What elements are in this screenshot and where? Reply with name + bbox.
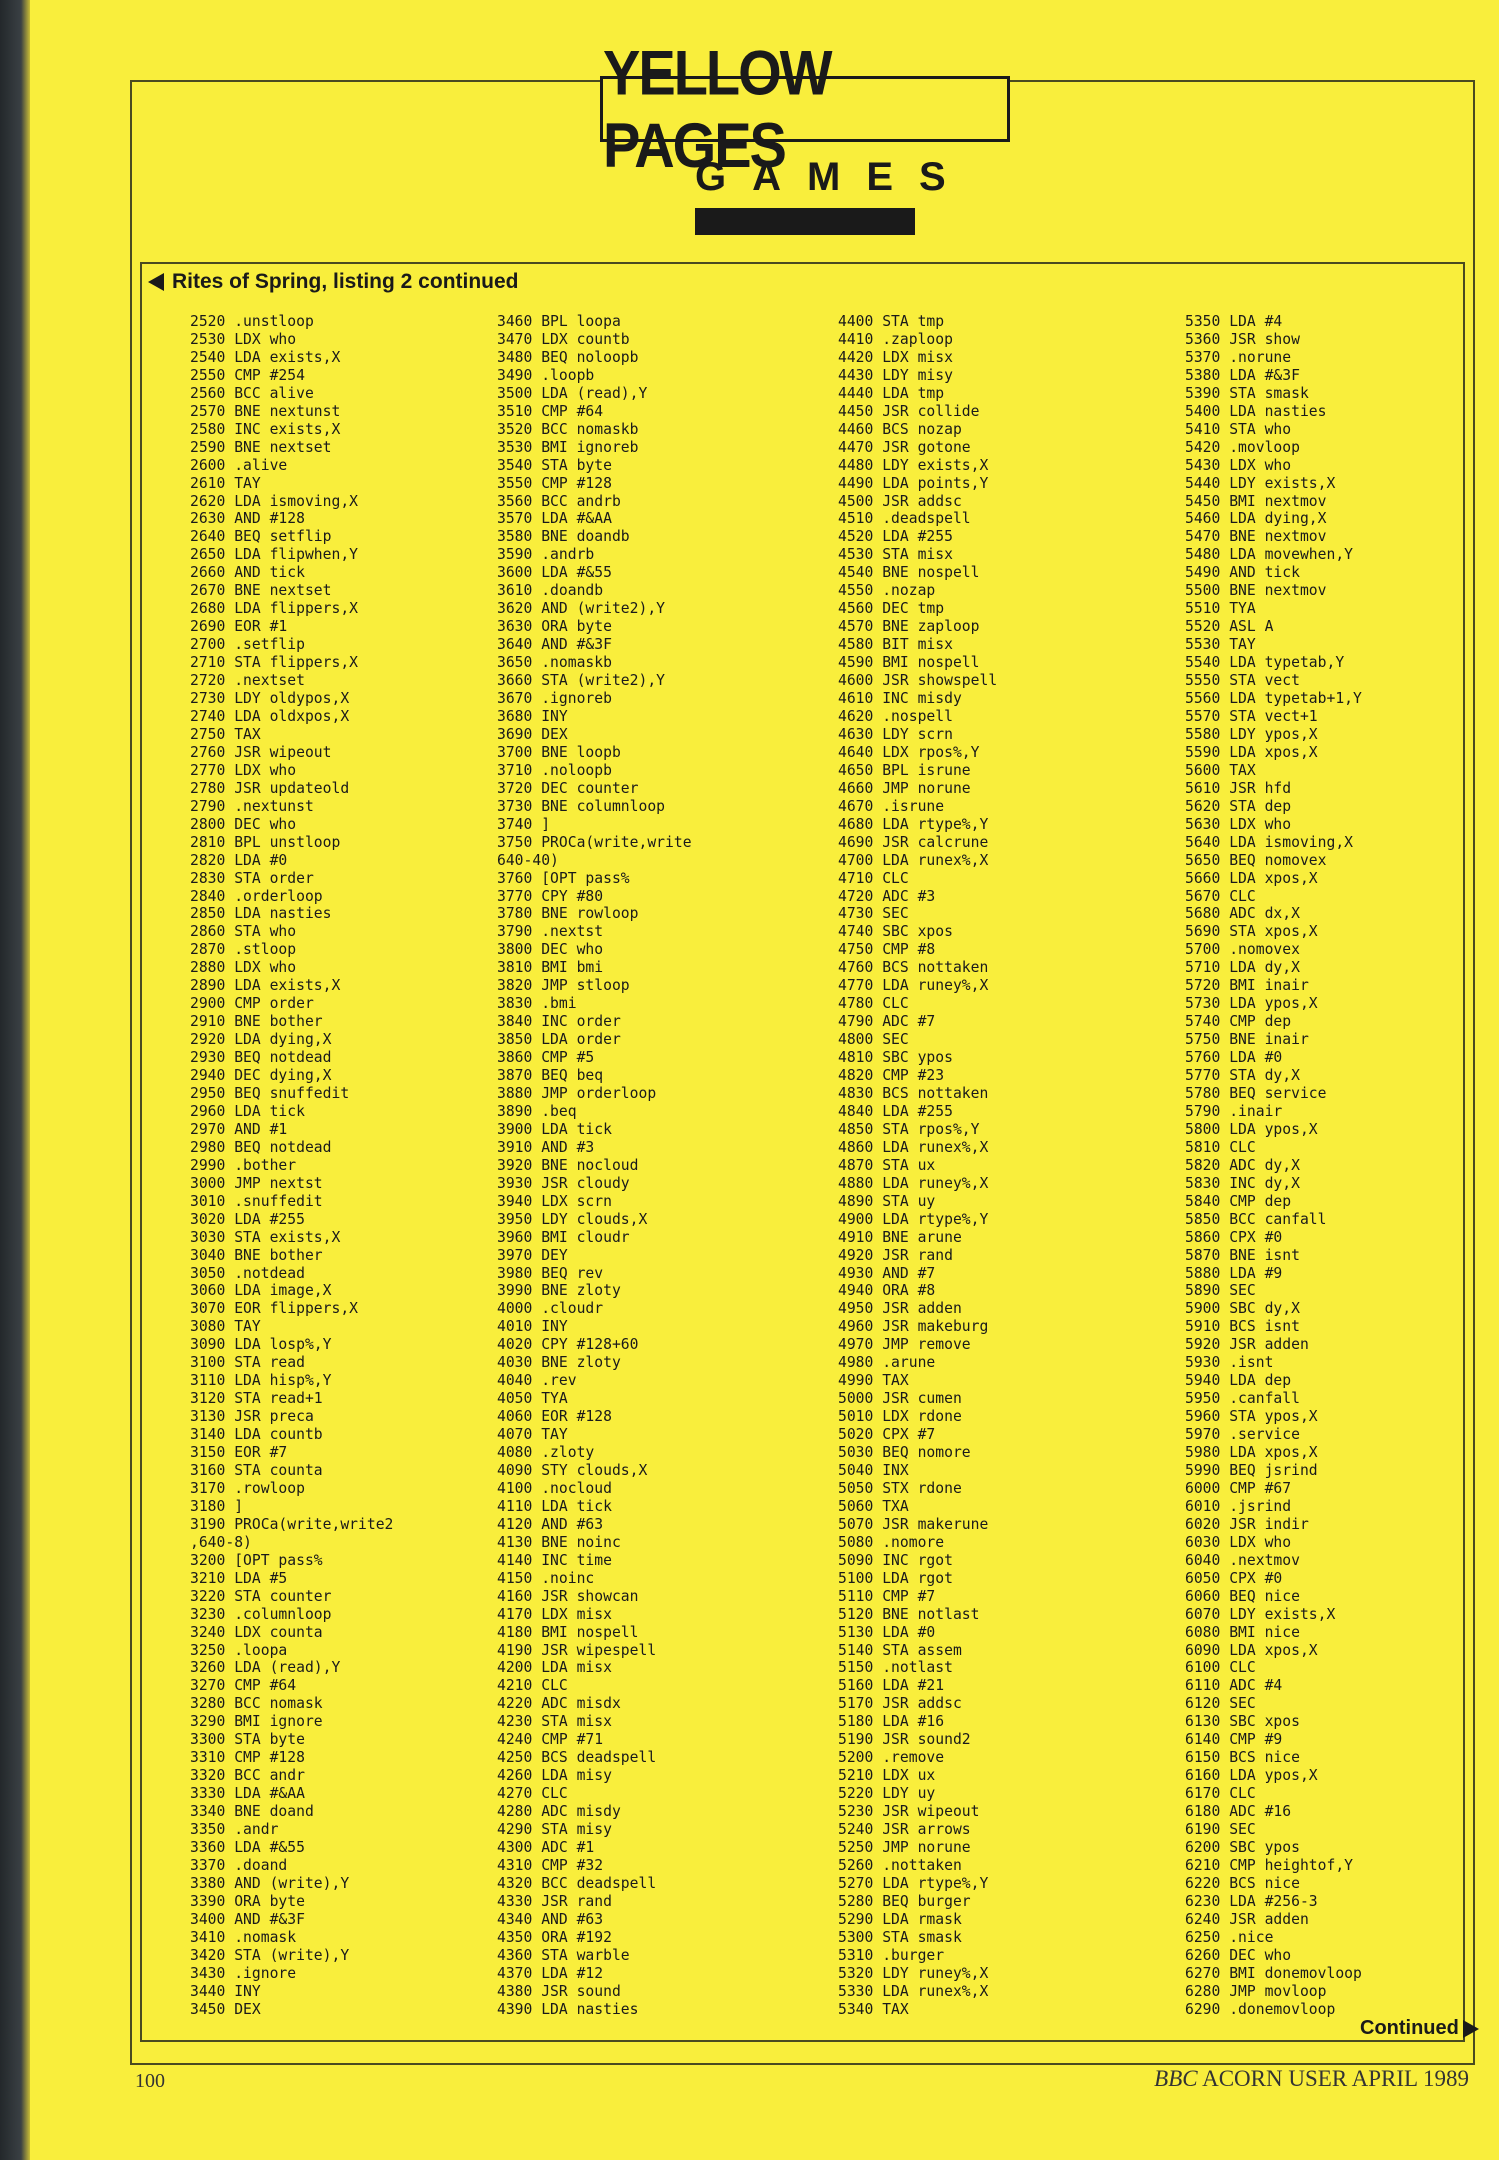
category-label: GAMES (695, 155, 972, 199)
category-bar (695, 208, 915, 235)
code-column-1: 2520 .unstloop 2530 LDX who 2540 LDA exists,X 2550 CMP #254 2560 BCC alive 2570 BNE nextunst 2580 INC exists,X 2590 BNE nextset 2600 .alive 2610 TAY 2620 LDA ismoving,X 2630 AND #128 2640 BEQ setflip 2650 LDA flipwhen,Y 2660 AND tick 2670 BNE nextset 2680 LDA flippers,X 2690 EOR #1 2700 .setflip 2710 STA flippers,X 2720 .nextset 2730 LDY oldypos,X 2740 LDA oldxpos,X 2750 TAX 2760 JSR wipeout 2770 LDX who 2780 JSR updateold 2790 .nextunst 2800 DEC who 2810 BPL unstloop 2820 LDA #0 2830 STA order 2840 .orderloop 2850 LDA nasties 2860 STA who 2870 .stloop 2880 LDX who 2890 LDA exists,X 2900 CMP order 2910 BNE bother 2920 LDA dying,X 2930 BEQ notdead 2940 DEC dying,X 2950 BEQ snuffedit 2960 LDA tick 2970 AND #1 2980 BEQ notdead 2990 .bother 3000 JMP nextst 3010 .snuffedit 3020 LDA #255 3030 STA exists,X 3040 BNE bother 3050 .notdead 3060 LDA image,X 3070 EOR flippers,X 3080 TAY 3090 LDA losp%,Y 3100 STA read 3110 LDA hisp%,Y 3120 STA read+1 3130 JSR preca 3140 LDA countb 3150 EOR #7 3160 STA counta 3170 .rowloop 3180 ] 3190 PROCa(write,write2 ,640-8) 3200 [OPT pass% 3210 LDA #5 3220 STA counter 3230 .columnloop 3240 LDX counta 3250 .loopa 3260 LDA (read),Y 3270 CMP #64 3280 BCC nomask 3290 BMI ignore 3300 STA byte 3310 CMP #128 3320 BCC andr 3330 LDA #&AA 3340 BNE doand 3350 .andr 3360 LDA #&55 3370 .doand 3380 AND (write),Y 3390 ORA byte 3400 AND #&3F 3410 .nomask 3420 STA (write),Y 3430 .ignore 3440 INY 3450 DEX (190, 313, 394, 2018)
code-column-2: 3460 BPL loopa 3470 LDX countb 3480 BEQ noloopb 3490 .loopb 3500 LDA (read),Y 3510 CMP #64 3520 BCC nomaskb 3530 BMI ignoreb 3540 STA byte 3550 CMP #128 3560 BCC andrb 3570 LDA #&AA 3580 BNE doandb 3590 .andrb 3600 LDA #&55 3610 .doandb 3620 AND (write2),Y 3630 ORA byte 3640 AND #&3F 3650 .nomaskb 3660 STA (write2),Y 3670 .ignoreb 3680 INY 3690 DEX 3700 BNE loopb 3710 .noloopb 3720 DEC counter 3730 BNE columnloop 3740 ] 3750 PROCa(write,write 640-40) 3760 [OPT pass% 3770 CPY #80 3780 BNE rowloop 3790 .nextst 3800 DEC who 3810 BMI bmi 3820 JMP stloop 3830 .bmi 3840 INC order 3850 LDA order 3860 CMP #5 3870 BEQ beq 3880 JMP orderloop 3890 .beq 3900 LDA tick 3910 AND #3 3920 BNE nocloud 3930 JSR cloudy 3940 LDX scrn 3950 LDY clouds,X 3960 BMI cloudr 3970 DEY 3980 BEQ rev 3990 BNE zloty 4000 .cloudr 4010 INY 4020 CPY #128+60 4030 BNE zloty 4040 .rev 4050 TYA 4060 EOR #128 4070 TAY 4080 .zloty 4090 STY clouds,X 4100 .nocloud 4110 LDA tick 4120 AND #63 4130 BNE noinc 4140 INC time 4150 .noinc 4160 JSR showcan 4170 LDX misx 4180 BMI nospell 4190 JSR wipespell 4200 LDA misx 4210 CLC 4220 ADC misdx 4230 STA misx 4240 CMP #71 4250 BCS deadspell 4260 LDA misy 4270 CLC 4280 ADC misdy 4290 STA misy 4300 ADC #1 4310 CMP #32 4320 BCC deadspell 4330 JSR rand 4340 AND #63 4350 ORA #192 4360 STA warble 4370 LDA #12 4380 JSR sound 4390 LDA nasties (497, 313, 692, 2018)
code-column-3: 4400 STA tmp 4410 .zaploop 4420 LDX misx 4430 LDY misy 4440 LDA tmp 4450 JSR collide 4460 BCS nozap 4470 JSR gotone 4480 LDY exists,X 4490 LDA points,Y 4500 JSR addsc 4510 .deadspell 4520 LDA #255 4530 STA misx 4540 BNE nospell 4550 .nozap 4560 DEC tmp 4570 BNE zaploop 4580 BIT misx 4590 BMI nospell 4600 JSR showspell 4610 INC misdy 4620 .nospell 4630 LDY scrn 4640 LDX rpos%,Y 4650 BPL isrune 4660 JMP norune 4670 .isrune 4680 LDA rtype%,Y 4690 JSR calcrune 4700 LDA runex%,X 4710 CLC 4720 ADC #3 4730 SEC 4740 SBC xpos 4750 CMP #8 4760 BCS nottaken 4770 LDA runey%,X 4780 CLC 4790 ADC #7 4800 SEC 4810 SBC ypos 4820 CMP #23 4830 BCS nottaken 4840 LDA #255 4850 STA rpos%,Y 4860 LDA runex%,X 4870 STA ux 4880 LDA runey%,X 4890 STA uy 4900 LDA rtype%,Y 4910 BNE arune 4920 JSR rand 4930 AND #7 4940 ORA #8 4950 JSR adden 4960 JSR makeburg 4970 JMP remove 4980 .arune 4990 TAX 5000 JSR cumen 5010 LDX rdone 5020 CPX #7 5030 BEQ nomore 5040 INX 5050 STX rdone 5060 TXA 5070 JSR makerune 5080 .nomore 5090 INC rgot 5100 LDA rgot 5110 CMP #7 5120 BNE notlast 5130 LDA #0 5140 STA assem 5150 .notlast 5160 LDA #21 5170 JSR addsc 5180 LDA #16 5190 JSR sound2 5200 .remove 5210 LDX ux 5220 LDY uy 5230 JSR wipeout 5240 JSR arrows 5250 JMP norune 5260 .nottaken 5270 LDA rtype%,Y 5280 BEQ burger 5290 LDA rmask 5300 STA smask 5310 .burger 5320 LDY runey%,X 5330 LDA runex%,X 5340 TAX (838, 313, 998, 2018)
section-title: YELLOW PAGES (603, 37, 831, 181)
code-column-4: 5350 LDA #4 5360 JSR show 5370 .norune 5380 LDA #&3F 5390 STA smask 5400 LDA nasties 5410 STA who 5420 .movloop 5430 LDX who 5440 LDY exists,X 5450 BMI nextmov 5460 LDA dying,X 5470 BNE nextmov 5480 LDA movewhen,Y 5490 AND tick 5500 BNE nextmov 5510 TYA 5520 ASL A 5530 TAY 5540 LDA typetab,Y 5550 STA vect 5560 LDA typetab+1,Y 5570 STA vect+1 5580 LDY ypos,X 5590 LDA xpos,X 5600 TAX 5610 JSR hfd 5620 STA dep 5630 LDX who 5640 LDA ismoving,X 5650 BEQ nomovex 5660 LDA xpos,X 5670 CLC 5680 ADC dx,X 5690 STA xpos,X 5700 .nomovex 5710 LDA dy,X 5720 BMI inair 5730 LDA ypos,X 5740 CMP dep 5750 BNE inair 5760 LDA #0 5770 STA dy,X 5780 BEQ service 5790 .inair 5800 LDA ypos,X 5810 CLC 5820 ADC dy,X 5830 INC dy,X 5840 CMP dep 5850 BCC canfall 5860 CPX #0 5870 BNE isnt 5880 LDA #9 5890 SEC 5900 SBC dy,X 5910 BCS isnt 5920 JSR adden 5930 .isnt 5940 LDA dep 5950 .canfall 5960 STA ypos,X 5970 .service 5980 LDA xpos,X 5990 BEQ jsrind 6000 CMP #67 6010 .jsrind 6020 JSR indir 6030 LDX who 6040 .nextmov 6050 CPX #0 6060 BEQ nice 6070 LDY exists,X 6080 BMI nice 6090 LDA xpos,X 6100 CLC 6110 ADC #4 6120 SEC 6130 SBC xpos 6140 CMP #9 6150 BCS nice 6160 LDA ypos,X 6170 CLC 6180 ADC #16 6190 SEC 6200 SBC ypos 6210 CMP heightof,Y 6220 BCS nice 6230 LDA #256-3 6240 JSR adden 6250 .nice 6260 DEC who 6270 BMI donemovloop 6280 JMP movloop 6290 .donemovloop (1185, 313, 1362, 2018)
magazine-footer (1154, 2066, 1469, 2092)
back-arrow-icon (148, 273, 164, 291)
page-number: 100 (135, 2070, 165, 2092)
listing-heading-text: Rites of Spring, listing 2 continued (172, 270, 519, 293)
binding-spine (0, 0, 30, 2160)
listing-heading (148, 270, 519, 294)
forward-arrow-icon (1463, 2020, 1479, 2038)
continued-label (1360, 2017, 1479, 2040)
magazine-issue: ACORN USER APRIL 1989 (1197, 2066, 1469, 2091)
magazine-name-italic: BBC (1154, 2066, 1198, 2091)
continued-text: Continued (1360, 2017, 1459, 2039)
